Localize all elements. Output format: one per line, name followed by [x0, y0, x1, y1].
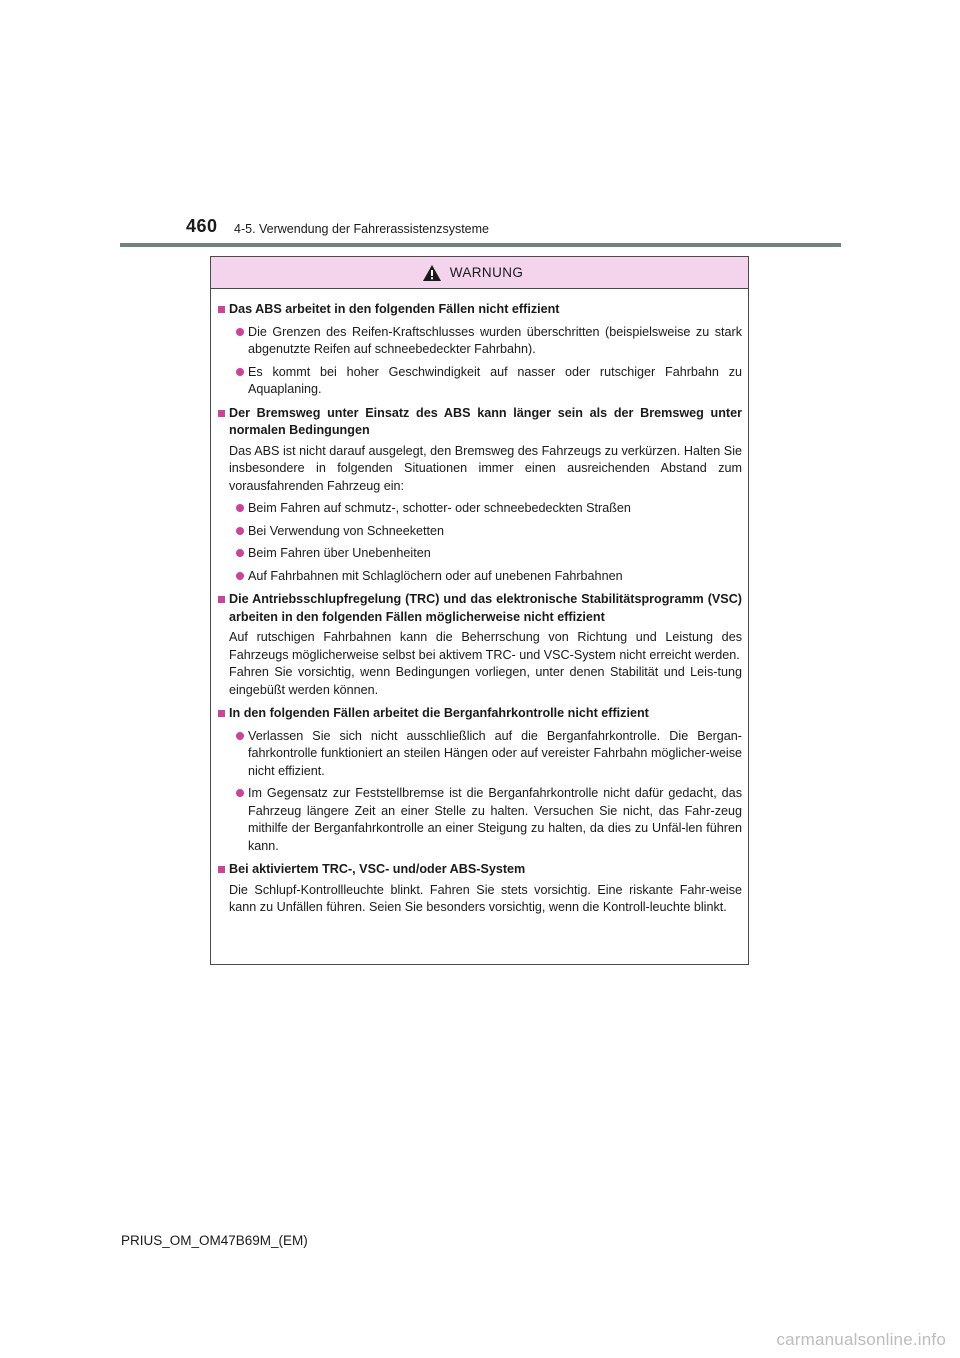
- square-bullet-icon: [218, 410, 225, 417]
- warning-section: [218, 705, 742, 855]
- bullet-item: [229, 568, 742, 586]
- round-bullet-icon: [236, 732, 244, 740]
- square-bullet-icon: [218, 710, 225, 717]
- section-heading: Der Bremsweg unter Einsatz des ABS kann länger sein als der Bremsweg unter normalen Bedingungen: [229, 405, 742, 437]
- round-bullet-icon: [236, 549, 244, 557]
- bullet-item: [229, 364, 742, 399]
- round-bullet-icon: [236, 572, 244, 580]
- warning-box: [210, 256, 749, 965]
- round-bullet-icon: [236, 789, 244, 797]
- bullet-text: Verlassen Sie sich nicht ausschließlich auf die Berganfahrkontrolle. Die Bergan-fahrkontrolle funktioniert an steilen Hängen oder auf vereister Fahrbahn möglicher-weise nicht effizient.: [248, 728, 742, 778]
- warning-section: [218, 591, 742, 699]
- header-rule: [120, 243, 841, 247]
- warning-section: [218, 301, 742, 399]
- square-bullet-icon: [218, 306, 225, 313]
- page-number: 460: [186, 216, 218, 236]
- warning-header: [211, 257, 748, 289]
- warning-triangle-icon: [422, 264, 442, 282]
- square-bullet-icon: [218, 866, 225, 873]
- section-heading: In den folgenden Fällen arbeitet die Berganfahrkontrolle nicht effizient: [229, 706, 649, 720]
- round-bullet-icon: [236, 504, 244, 512]
- bullet-item: [229, 523, 742, 541]
- section-paragraph: Das ABS ist nicht darauf ausgelegt, den Bremsweg des Fahrzeugs zu verkürzen. Halten Sie insbesondere in folgenden Situationen immer einen ausreichenden Abstand zum vorausfahrenden Fahrzeug ein:: [229, 443, 742, 493]
- bullet-text: Im Gegensatz zur Feststellbremse ist die Berganfahrkontrolle nicht dafür gedacht, das Fahrzeug längere Zeit an einer Stelle zu halten. Versuchen Sie nicht, das Fahr-zeug mithilfe der Berganfahrkontrolle an einer Steigung zu halten, da dies zu Unfäl-len führen kann.: [248, 786, 742, 853]
- footer-doc-id: PRIUS_OM_OM47B69M_(EM): [121, 1233, 308, 1248]
- warning-label: WARNUNG: [449, 265, 524, 280]
- section-heading: Das ABS arbeitet in den folgenden Fällen nicht effizient: [229, 302, 560, 316]
- bullet-text: Auf Fahrbahnen mit Schlaglöchern oder auf unebenen Fahrbahnen: [248, 568, 623, 583]
- warning-body: [211, 289, 748, 917]
- round-bullet-icon: [236, 527, 244, 535]
- bullet-text: Beim Fahren auf schmutz-, schotter- oder schneebedeckten Straßen: [248, 501, 631, 515]
- bullet-item: [229, 324, 742, 359]
- bullet-item: [229, 500, 742, 518]
- bullet-text: Es kommt bei hoher Geschwindigkeit auf nasser oder rutschiger Fahrbahn zu Aquaplaning.: [248, 364, 742, 396]
- section-paragraph: Auf rutschigen Fahrbahnen kann die Beherrschung von Richtung und Leistung des Fahrzeugs möglicherweise selbst bei aktivem TRC- und VSC-System nicht erreicht werden.: [229, 630, 742, 662]
- section-paragraph: Fahren Sie vorsichtig, wenn Bedingungen vorliegen, unter denen Stabilität und Leis-tung eingebüßt werden können.: [229, 665, 742, 697]
- round-bullet-icon: [236, 368, 244, 376]
- bullet-item: [229, 785, 742, 855]
- warning-section: [218, 405, 742, 586]
- bullet-text: Bei Verwendung von Schneeketten: [248, 523, 445, 538]
- watermark: carmanualsonline.info: [776, 1330, 946, 1349]
- section-heading: Bei aktiviertem TRC-, VSC- und/oder ABS-System: [229, 862, 526, 876]
- square-bullet-icon: [218, 596, 225, 603]
- bullet-text: Die Grenzen des Reifen-Kraftschlusses wurden überschritten (beispielsweise zu stark abgenutzte Reifen auf schneebedeckter Fahrbahn).: [248, 324, 742, 356]
- section-title: 4-5. Verwendung der Fahrerassistenzsysteme: [234, 222, 489, 236]
- round-bullet-icon: [236, 328, 244, 336]
- section-heading: Die Antriebsschlupfregelung (TRC) und das elektronische Stabilitätsprogramm (VSC) arbeiten in den folgenden Fällen möglicherweise nicht effizient: [229, 592, 742, 624]
- bullet-item: [229, 728, 742, 781]
- bullet-text: Beim Fahren über Unebenheiten: [248, 546, 431, 560]
- section-paragraph: Die Schlupf-Kontrollleuchte blinkt. Fahren Sie stets vorsichtig. Eine riskante Fahr-weise kann zu Unfällen führen. Seien Sie besonders vorsichtig, wenn die Kontroll-leuchte blinkt.: [229, 882, 742, 914]
- warning-section: [218, 861, 742, 917]
- bullet-item: [229, 545, 742, 563]
